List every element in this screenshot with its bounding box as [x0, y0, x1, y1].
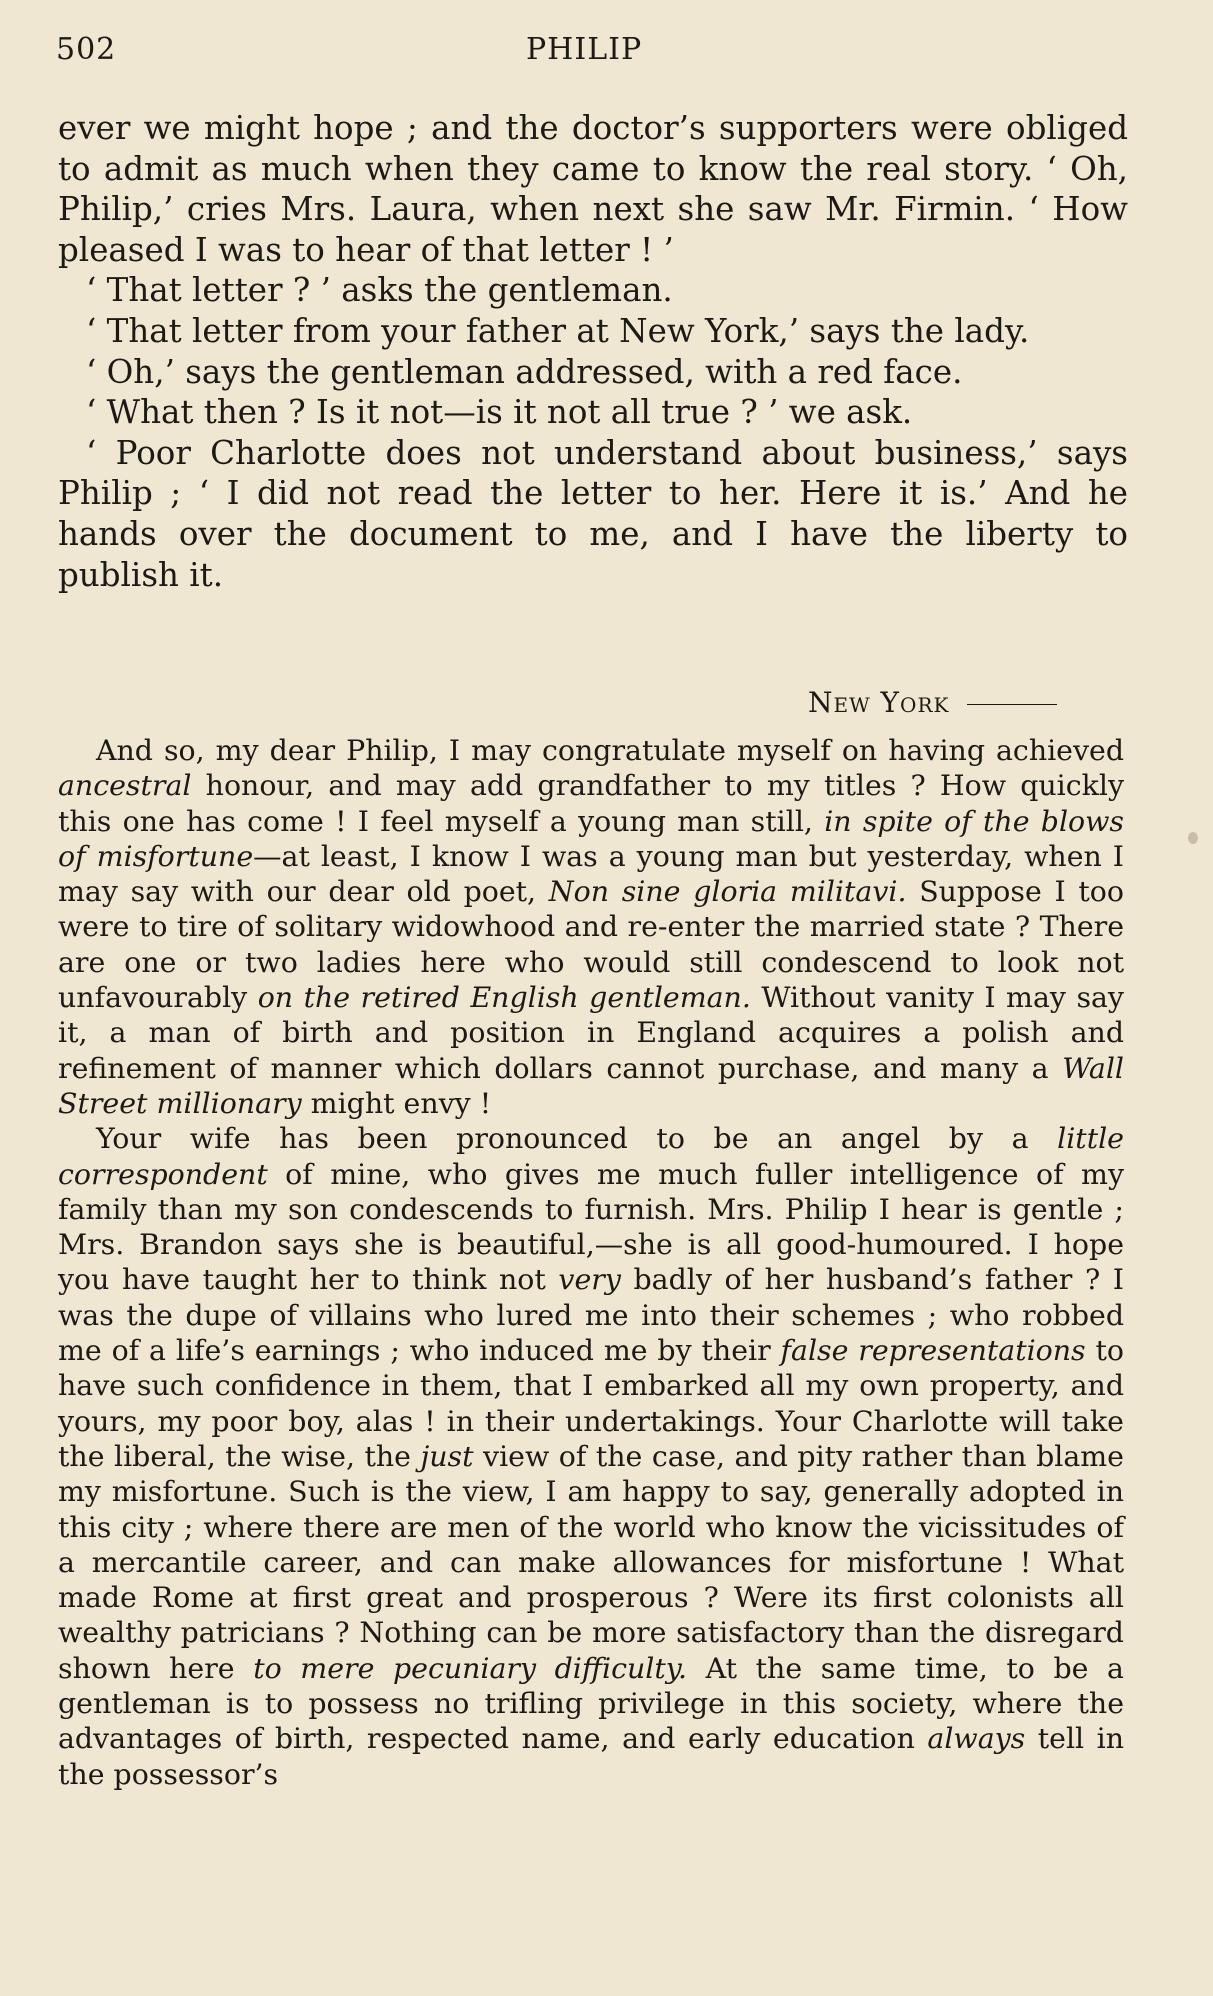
italic-run: Non sine gloria militavi. — [548, 875, 907, 909]
italic-run: ancestral — [58, 769, 192, 803]
letter-text — [58, 733, 1124, 1792]
paragraph: ‘ What then ? Is it not—is it not all true ? ’ we ask. — [86, 393, 913, 432]
text-run: to have such confidence in them, that I embarked all my own property, and yours, my poor boy, alas ! in their undertakings. Your Charlotte will take the liberal, the wise, the — [58, 1334, 1125, 1473]
running-head — [56, 32, 1126, 72]
italic-run: very — [558, 1263, 621, 1297]
italic-run: in spite of the blows of misfortune — [58, 804, 1125, 873]
text-run: might envy ! — [301, 1086, 492, 1120]
italic-run: false representations — [780, 1334, 1086, 1368]
text-run: tell in the possessor’s — [58, 1722, 1124, 1791]
paper-speck — [1188, 832, 1198, 844]
text-run: Suppose I too were to tire of solitary widowhood and re-enter the married state ? There are one or two ladies here who would still condescend to look not unfavourably — [58, 875, 1124, 1015]
heading-dash — [967, 704, 1057, 706]
paragraph: ‘ Poor Charlotte does not understand about business,’ says Philip ; ‘ I did not read the letter to her. Here it is.’ And he hands over the document to me, and I have the liberty to publish it. — [58, 433, 1128, 594]
letter-heading — [808, 686, 1057, 719]
text-run: —at least, I know I was a young man but yesterday, when I may say with our dear old poet, — [58, 839, 1124, 909]
italic-run: just — [420, 1439, 474, 1473]
running-title: PHILIP — [526, 32, 643, 67]
text-run: of mine, who gives me much fuller intelligence of my family than my son condescends to furnish. Mrs. Philip I hear is gentle ; Mrs. Brandon says she is beautiful,—she is all good-humoured. I hope you have taught her to think not — [58, 1157, 1124, 1297]
text-run: Your wife has been pronounced to be an angel by a — [96, 1122, 1058, 1156]
text-run: badly of her husband’s father ? I was the dupe of villains who lured me into their schemes ; who robbed me of a life’s earnings ; who induced me by their — [58, 1263, 1124, 1368]
paragraph: ‘ Oh,’ says the gentleman addressed, with a red face. — [86, 352, 963, 391]
text-run: honour, and may add grandfather to my titles ? How quickly this one has come ! I feel myself a young man still, — [58, 769, 1124, 838]
letter-place: New York — [808, 686, 950, 719]
narrative-text — [58, 108, 1128, 595]
italic-run: to mere pecuniary difficulty. — [253, 1651, 688, 1685]
paragraph: ‘ That letter from your father at New York,’ says the lady. — [86, 311, 1030, 350]
paragraph: ‘ That letter ? ’ asks the gentleman. — [86, 271, 673, 310]
text-run: And so, my dear Philip, I may congratulate myself on having achieved — [96, 734, 1124, 767]
italic-run: always — [927, 1722, 1026, 1756]
page-number: 502 — [56, 32, 117, 67]
paragraph: ever we might hope ; and the doctor’s supporters were obliged to admit as much when they came to know the real story. ‘ Oh, Philip,’ cries Mrs. Laura, when next she saw Mr. Firmin. ‘ How pleased I was to hear of that letter ! ’ — [58, 109, 1128, 269]
text-run: Without vanity I may say it, a man of birth and position in England acquires a polish and refinement of manner which dollars cannot purchase, and many a — [58, 981, 1124, 1085]
letter-paragraph — [58, 1121, 1124, 1792]
italic-run: on the retired English gentleman. — [257, 981, 751, 1015]
text-run: view of the case, and pity rather than blame my misfortune. Such is the view, I am happy to say, generally adopted in this city ; where there are men of the world who know the vicissitudes of a mercantile career, and can make allowances for misfortune ! What made Rome at first great and prosperous ? Were its first colonists all wealthy patricians ? Nothing can be more satisfactory than the disregard shown here — [58, 1439, 1124, 1685]
italic-run: little correspondent — [58, 1122, 1124, 1191]
text-run: At the same time, to be a gentleman is to possess no trifling privilege in this society, where the advantages of birth, respected name, and early education — [58, 1651, 1124, 1756]
italic-run: Wall Street millionary — [58, 1051, 1124, 1120]
letter-paragraph — [58, 733, 1124, 1121]
